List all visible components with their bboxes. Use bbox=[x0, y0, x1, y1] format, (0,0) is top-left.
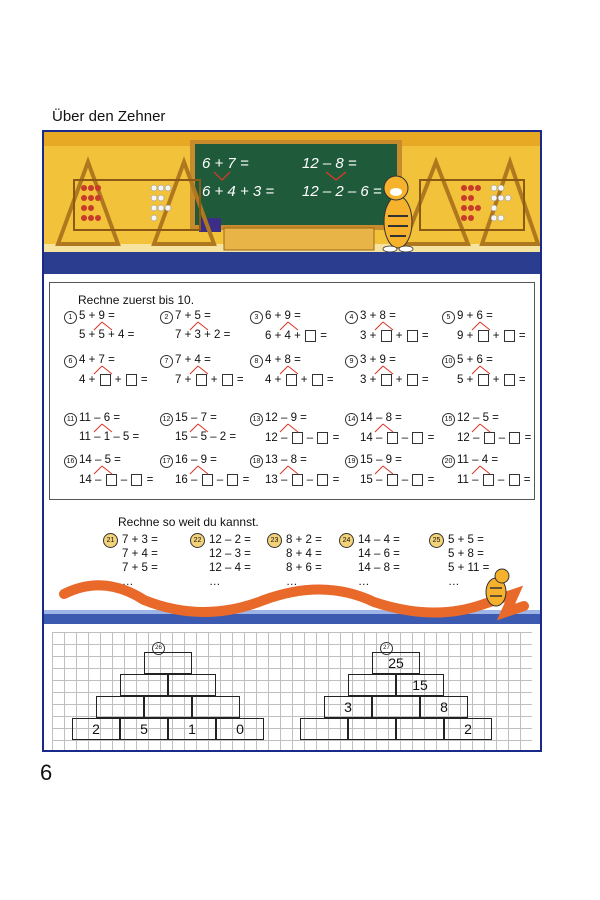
decomposition-text: 9 + bbox=[457, 330, 474, 343]
task-row: … bbox=[209, 576, 221, 588]
decomposition-text: 14 – bbox=[79, 474, 102, 487]
exercise-number: 19 bbox=[345, 455, 358, 468]
exercise-7 bbox=[160, 354, 244, 387]
answer-box[interactable] bbox=[222, 374, 233, 386]
exercise-20 bbox=[442, 454, 531, 487]
decomposition-text: 11 – bbox=[457, 474, 479, 487]
answer-box[interactable] bbox=[387, 474, 398, 486]
board-eq-3: 6 + 4 + 3 = bbox=[202, 183, 275, 200]
exercise-5 bbox=[442, 310, 526, 343]
exercise-1 bbox=[64, 310, 135, 341]
exercise-number: 7 bbox=[160, 355, 173, 368]
pyramid-cell[interactable] bbox=[144, 696, 192, 718]
split-lines bbox=[64, 355, 124, 375]
pyramid-cell[interactable] bbox=[396, 718, 444, 740]
split-lines bbox=[64, 455, 124, 475]
exercise-decomposition: 14 – – = bbox=[360, 432, 435, 445]
task-row: 7 + 3 = bbox=[122, 534, 158, 546]
answer-box[interactable] bbox=[292, 432, 303, 444]
exercise-decomposition: 14 – – = bbox=[79, 474, 154, 487]
exercise-number: 9 bbox=[345, 355, 358, 368]
board-eq-4: 12 – 2 – 6 = bbox=[302, 183, 382, 200]
decomposition-text: 12 – bbox=[265, 432, 288, 445]
pyramid-grid bbox=[52, 632, 532, 750]
exercise-number: 24 bbox=[339, 533, 354, 548]
task-row: 5 + 11 = bbox=[448, 562, 490, 574]
exercise-task: 9 + 6 = bbox=[457, 310, 493, 322]
exercise-15 bbox=[442, 412, 532, 445]
split-lines bbox=[160, 413, 220, 433]
decomposition-text: 15 – bbox=[360, 474, 383, 487]
split-lines bbox=[250, 455, 310, 475]
answer-box[interactable] bbox=[227, 474, 238, 486]
answer-box[interactable] bbox=[509, 474, 520, 486]
worksheet-frame bbox=[42, 130, 542, 752]
split-lines bbox=[160, 311, 220, 331]
decomposition-text: 4 + bbox=[79, 374, 96, 387]
exercise-number: 13 bbox=[250, 413, 263, 426]
decomposition-text: 14 – bbox=[360, 432, 383, 445]
answer-box[interactable] bbox=[126, 374, 137, 386]
pyramid-cell[interactable]: 3 bbox=[324, 696, 372, 718]
decomposition-text: 3 + bbox=[360, 330, 377, 343]
answer-box[interactable] bbox=[106, 474, 117, 486]
exercise-decomposition bbox=[175, 330, 230, 342]
exercise-8 bbox=[250, 354, 334, 387]
decomposition-text: 7 + 3 + 2 = bbox=[175, 329, 231, 341]
pyramid-cell[interactable] bbox=[96, 696, 144, 718]
exercise-number: 2 bbox=[160, 311, 173, 324]
exercise-decomposition: 4 + + = bbox=[265, 374, 334, 387]
exercise-task: 12 – 9 = bbox=[265, 412, 307, 424]
exercise-number: 20 bbox=[442, 455, 455, 468]
task-row: … bbox=[286, 576, 298, 588]
answer-box[interactable] bbox=[100, 374, 111, 386]
split-lines bbox=[160, 455, 220, 475]
exercise-decomposition: 5 + + = bbox=[457, 374, 526, 387]
answer-box[interactable] bbox=[483, 474, 494, 486]
exercise-number: 23 bbox=[267, 533, 282, 548]
exercise-decomposition: 15 – – = bbox=[360, 474, 435, 487]
split-lines bbox=[250, 413, 310, 433]
exercise-14 bbox=[345, 412, 435, 445]
answer-box[interactable] bbox=[196, 374, 207, 386]
pyramid-cell[interactable] bbox=[348, 718, 396, 740]
exercise-number: 14 bbox=[345, 413, 358, 426]
split-lines bbox=[442, 311, 502, 331]
exercise-decomposition: 11 – – = bbox=[457, 474, 531, 487]
exercise-task: 7 + 5 = bbox=[175, 310, 211, 322]
answer-box[interactable] bbox=[312, 374, 323, 386]
answer-box[interactable] bbox=[317, 432, 328, 444]
task-row: 14 – 6 = bbox=[358, 548, 400, 560]
exercise-number: 1 bbox=[64, 311, 77, 324]
exercise-decomposition: 12 – – = bbox=[265, 432, 340, 445]
exercise-18 bbox=[250, 454, 340, 487]
answer-box[interactable] bbox=[381, 330, 392, 342]
task-row: 14 – 4 = bbox=[358, 534, 400, 546]
split-lines bbox=[345, 413, 405, 433]
exercise-9 bbox=[345, 354, 429, 387]
answer-box[interactable] bbox=[484, 432, 495, 444]
board-eq-1: 6 + 7 = bbox=[202, 155, 249, 172]
decomposition-text: 5 + 5 + 4 = bbox=[79, 329, 135, 341]
answer-box[interactable] bbox=[412, 432, 423, 444]
decomposition-text: 15 – 5 – 2 = bbox=[175, 431, 237, 443]
decomposition-text: 6 + 4 + bbox=[265, 330, 301, 343]
exercise-task: 4 + 8 = bbox=[265, 354, 301, 366]
answer-box[interactable] bbox=[478, 330, 489, 342]
split-lines bbox=[442, 413, 502, 433]
ribbon-illustration bbox=[44, 564, 540, 624]
exercise-task: 15 – 7 = bbox=[175, 412, 217, 424]
answer-box[interactable] bbox=[504, 330, 515, 342]
exercise-decomposition: 7 + + = bbox=[175, 374, 244, 387]
task-row: 8 + 2 = bbox=[286, 534, 322, 546]
task-row: 5 + 8 = bbox=[448, 548, 484, 560]
exercise-number: 17 bbox=[160, 455, 173, 468]
pyramid-cell[interactable]: 25 bbox=[372, 652, 420, 674]
exercise-task: 11 – 6 = bbox=[79, 412, 121, 424]
pyramid-cell[interactable] bbox=[168, 674, 216, 696]
pyramid-cell[interactable]: 1 bbox=[168, 718, 216, 740]
answer-box[interactable] bbox=[381, 374, 392, 386]
exercise-task: 4 + 7 = bbox=[79, 354, 115, 366]
decomposition-text: 11 – 1 – 5 = bbox=[79, 431, 140, 443]
pyramid-cell[interactable]: 2 bbox=[72, 718, 120, 740]
answer-box[interactable] bbox=[292, 474, 303, 486]
split-lines bbox=[442, 455, 502, 475]
exercise-decomposition bbox=[79, 432, 139, 444]
exercise-number-26: 26 bbox=[152, 642, 165, 655]
split-lines bbox=[345, 455, 405, 475]
exercise-6 bbox=[64, 354, 148, 387]
exercise-4 bbox=[345, 310, 429, 343]
pyramid-cell[interactable]: 2 bbox=[444, 718, 492, 740]
exercise-task: 11 – 4 = bbox=[457, 454, 499, 466]
exercise-number: 12 bbox=[160, 413, 173, 426]
decomposition-text: 16 – bbox=[175, 474, 198, 487]
split-lines bbox=[64, 413, 124, 433]
task-row: 12 – 2 = bbox=[209, 534, 251, 546]
pyramid-cell[interactable]: 5 bbox=[120, 718, 168, 740]
classroom-illustration bbox=[44, 132, 540, 274]
exercise-task: 5 + 6 = bbox=[457, 354, 493, 366]
answer-box[interactable] bbox=[387, 432, 398, 444]
task-1-heading: Rechne zuerst bis 10. bbox=[78, 293, 195, 307]
exercise-decomposition: 3 + + = bbox=[360, 374, 429, 387]
exercise-task: 12 – 5 = bbox=[457, 412, 499, 424]
pyramid-cell[interactable] bbox=[348, 674, 396, 696]
decomposition-text: 4 + bbox=[265, 374, 282, 387]
exercise-number: 18 bbox=[250, 455, 263, 468]
task-row: … bbox=[358, 576, 370, 588]
exercise-number: 22 bbox=[190, 533, 205, 548]
board-eq-2: 12 – 8 = bbox=[302, 155, 357, 172]
page-number: 6 bbox=[40, 760, 53, 785]
exercise-decomposition: 4 + + = bbox=[79, 374, 148, 387]
answer-box[interactable] bbox=[407, 374, 418, 386]
exercise-decomposition: 9 + + = bbox=[457, 330, 526, 343]
exercise-task: 14 – 8 = bbox=[360, 412, 402, 424]
exercise-number: 15 bbox=[442, 413, 455, 426]
exercise-task: 16 – 9 = bbox=[175, 454, 217, 466]
answer-box[interactable] bbox=[412, 474, 423, 486]
split-lines bbox=[345, 355, 405, 375]
exercise-decomposition: 6 + 4 + = bbox=[265, 330, 327, 343]
answer-box[interactable] bbox=[131, 474, 142, 486]
exercise-task: 14 – 5 = bbox=[79, 454, 121, 466]
answer-box[interactable] bbox=[317, 474, 328, 486]
task-row: 8 + 4 = bbox=[286, 548, 322, 560]
pyramid-cell[interactable]: 8 bbox=[420, 696, 468, 718]
exercise-3 bbox=[250, 310, 327, 343]
pyramid-cell[interactable]: 0 bbox=[216, 718, 264, 740]
exercise-number: 16 bbox=[64, 455, 77, 468]
decomposition-text: 3 + bbox=[360, 374, 377, 387]
exercise-19 bbox=[345, 454, 435, 487]
exercise-number: 5 bbox=[442, 311, 455, 324]
exercise-11 bbox=[64, 412, 140, 443]
exercise-number: 10 bbox=[442, 355, 455, 368]
task-row: 5 + 5 = bbox=[448, 534, 484, 546]
exercise-decomposition: 12 – – = bbox=[457, 432, 532, 445]
task-row: 14 – 8 = bbox=[358, 562, 400, 574]
exercise-task: 13 – 8 = bbox=[265, 454, 307, 466]
exercise-12 bbox=[160, 412, 237, 443]
exercise-task: 5 + 9 = bbox=[79, 310, 115, 322]
exercise-number-27: 27 bbox=[380, 642, 393, 655]
exercise-number: 3 bbox=[250, 311, 263, 324]
decomposition-text: 12 – bbox=[457, 432, 480, 445]
answer-box[interactable] bbox=[305, 330, 316, 342]
split-lines bbox=[160, 355, 220, 375]
exercise-task: 3 + 8 = bbox=[360, 310, 396, 322]
split-lines bbox=[250, 355, 310, 375]
exercise-number: 21 bbox=[103, 533, 118, 548]
exercise-10 bbox=[442, 354, 526, 387]
task-row: 7 + 4 = bbox=[122, 548, 158, 560]
exercise-decomposition: 16 – – = bbox=[175, 474, 250, 487]
exercise-number: 8 bbox=[250, 355, 263, 368]
decomposition-text: 13 – bbox=[265, 474, 288, 487]
pyramid-cell[interactable] bbox=[372, 696, 420, 718]
exercise-16 bbox=[64, 454, 154, 487]
answer-box[interactable] bbox=[504, 374, 515, 386]
split-lines bbox=[345, 311, 405, 331]
exercise-2 bbox=[160, 310, 231, 341]
exercise-decomposition: 13 – – = bbox=[265, 474, 340, 487]
decomposition-text: 7 + bbox=[175, 374, 192, 387]
exercise-number: 6 bbox=[64, 355, 77, 368]
answer-box[interactable] bbox=[478, 374, 489, 386]
exercise-decomposition bbox=[79, 330, 134, 342]
exercise-number: 4 bbox=[345, 311, 358, 324]
task-row: 7 + 5 = bbox=[122, 562, 158, 574]
task-1-box bbox=[49, 282, 535, 500]
task-row: 12 – 4 = bbox=[209, 562, 251, 574]
answer-box[interactable] bbox=[509, 432, 520, 444]
task-row: 12 – 3 = bbox=[209, 548, 251, 560]
decomposition-text: 5 + bbox=[457, 374, 474, 387]
task-2-heading: Rechne so weit du kannst. bbox=[118, 515, 259, 529]
exercise-task: 3 + 9 = bbox=[360, 354, 396, 366]
answer-box[interactable] bbox=[286, 374, 297, 386]
task-row: … bbox=[122, 576, 134, 588]
exercise-task: 7 + 4 = bbox=[175, 354, 211, 366]
page-title: Über den Zehner bbox=[52, 108, 166, 125]
exercise-task: 15 – 9 = bbox=[360, 454, 402, 466]
answer-box[interactable] bbox=[407, 330, 418, 342]
split-lines bbox=[64, 311, 124, 331]
exercise-17 bbox=[160, 454, 250, 487]
answer-box[interactable] bbox=[202, 474, 213, 486]
pyramid-cell[interactable] bbox=[192, 696, 240, 718]
pyramid-cell[interactable] bbox=[144, 652, 192, 674]
exercise-decomposition: 3 + + = bbox=[360, 330, 429, 343]
pyramid-cell[interactable]: 15 bbox=[396, 674, 444, 696]
exercise-decomposition bbox=[175, 432, 236, 444]
split-lines bbox=[442, 355, 502, 375]
exercise-task: 6 + 9 = bbox=[265, 310, 301, 322]
pyramid-cell[interactable] bbox=[120, 674, 168, 696]
task-row: 8 + 6 = bbox=[286, 562, 322, 574]
split-lines bbox=[250, 311, 310, 331]
exercise-number: 25 bbox=[429, 533, 444, 548]
exercise-number: 11 bbox=[64, 413, 77, 426]
exercise-13 bbox=[250, 412, 340, 445]
task-row: … bbox=[448, 576, 460, 588]
pyramid-cell[interactable] bbox=[300, 718, 348, 740]
